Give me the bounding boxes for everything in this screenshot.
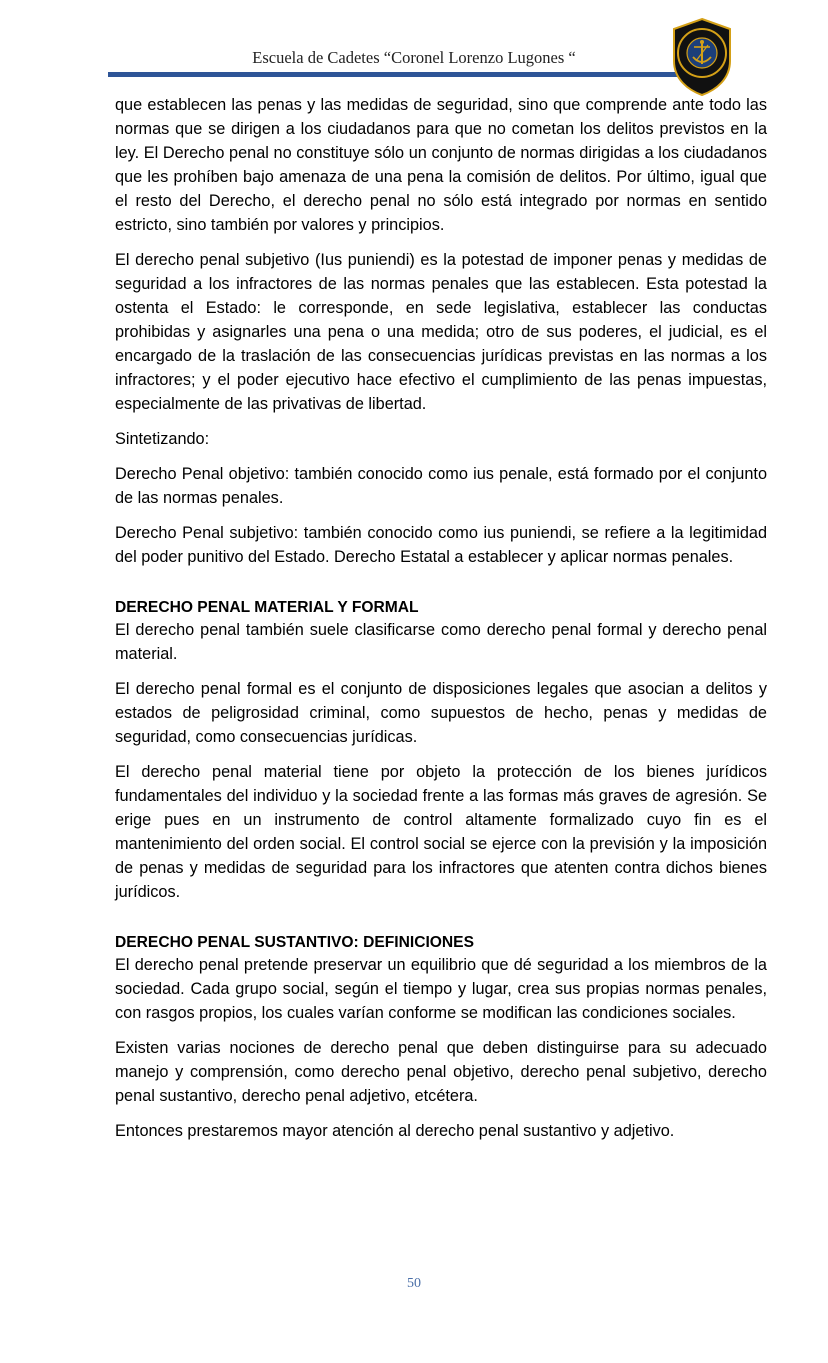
header-rule — [108, 72, 686, 77]
paragraph: El derecho penal pretende preservar un equilibrio que dé seguridad a los miembros de la sociedad. Cada grupo social, según el tiempo y lugar, crea sus propias normas penales, con rasgos propios, los cuales varían conforme se modifican las condiciones sociales. — [115, 956, 767, 1022]
paragraph: El derecho penal formal es el conjunto de disposiciones legales que asocian a delitos y estados de peligrosidad criminal, como supuestos de hecho, penas y medidas de seguridad, como consecuencias jurídicas. — [115, 680, 767, 746]
paragraph: Sintetizando: — [115, 430, 210, 448]
paragraph: El derecho penal subjetivo (Ius puniendi) es la potestad de imponer penas y medidas de seguridad a los infractores de las normas penales que las establecen. Esta potestad la ostenta el Estado: le corresponde, en sede legislativa, establecer las conductas prohibidas y asignarles una pena o una medida; otro de sus poderes, el judicial, es el encargado de la traslación de las consecuencias jurídicas previstas en las normas a los infractores; y el poder ejecutivo hace efectivo el cumplimiento de las penas impuestas, especialmente de las privativas de libertad. — [115, 251, 767, 413]
paragraph: Existen varias nociones de derecho penal que deben distinguirse para su adecuado manejo y comprensión, como derecho penal objetivo, derecho penal subjetivo, derecho penal sustantivo, derecho penal adjetivo, etcétera. — [115, 1039, 767, 1105]
paragraph: Derecho Penal subjetivo: también conocido como ius puniendi, se refiere a la legitimidad del poder punitivo del Estado. Derecho Estatal a establecer y aplicar normas penales. — [115, 524, 767, 566]
section-heading-sustantivo: DERECHO PENAL SUSTANTIVO: DEFINICIONES — [115, 934, 474, 951]
paragraph: Entonces prestaremos mayor atención al derecho penal sustantivo y adjetivo. — [115, 1122, 675, 1140]
section-heading-material-formal: DERECHO PENAL MATERIAL Y FORMAL — [115, 599, 419, 616]
page-number: 50 — [407, 1276, 421, 1291]
school-crest-logo — [670, 17, 734, 97]
paragraph: El derecho penal material tiene por objeto la protección de los bienes jurídicos fundamentales del individuo y la sociedad frente a las formas más graves de agresión. Se erige pues en un instrumento de control altamente formalizado cuyo fin es el mantenimiento del orden social. El control social se ejerce con la previsión y la imposición de penas y medidas de seguridad para los infractores que atenten contra dichos bienes jurídicos. — [115, 763, 767, 901]
paragraph: El derecho penal también suele clasificarse como derecho penal formal y derecho penal material. — [115, 621, 767, 663]
header-title: Escuela de Cadetes “Coronel Lorenzo Lugones “ — [252, 48, 576, 67]
paragraph: que establecen las penas y las medidas de seguridad, sino que comprende ante todo las normas que se dirigen a los ciudadanos para que no cometan los delitos previstos en la ley. El Derecho penal no constituye sólo un conjunto de normas dirigidas a los ciudadanos que les prohíben bajo amenaza de una pena la comisión de delitos. Por último, igual que el resto del Derecho, el derecho penal no sólo está integrado por normas en sentido estricto, sino también por valores y principios. — [115, 96, 767, 234]
paragraph: Derecho Penal objetivo: también conocido como ius penale, está formado por el conjunto de las normas penales. — [115, 465, 767, 507]
document-body — [115, 93, 767, 1154]
